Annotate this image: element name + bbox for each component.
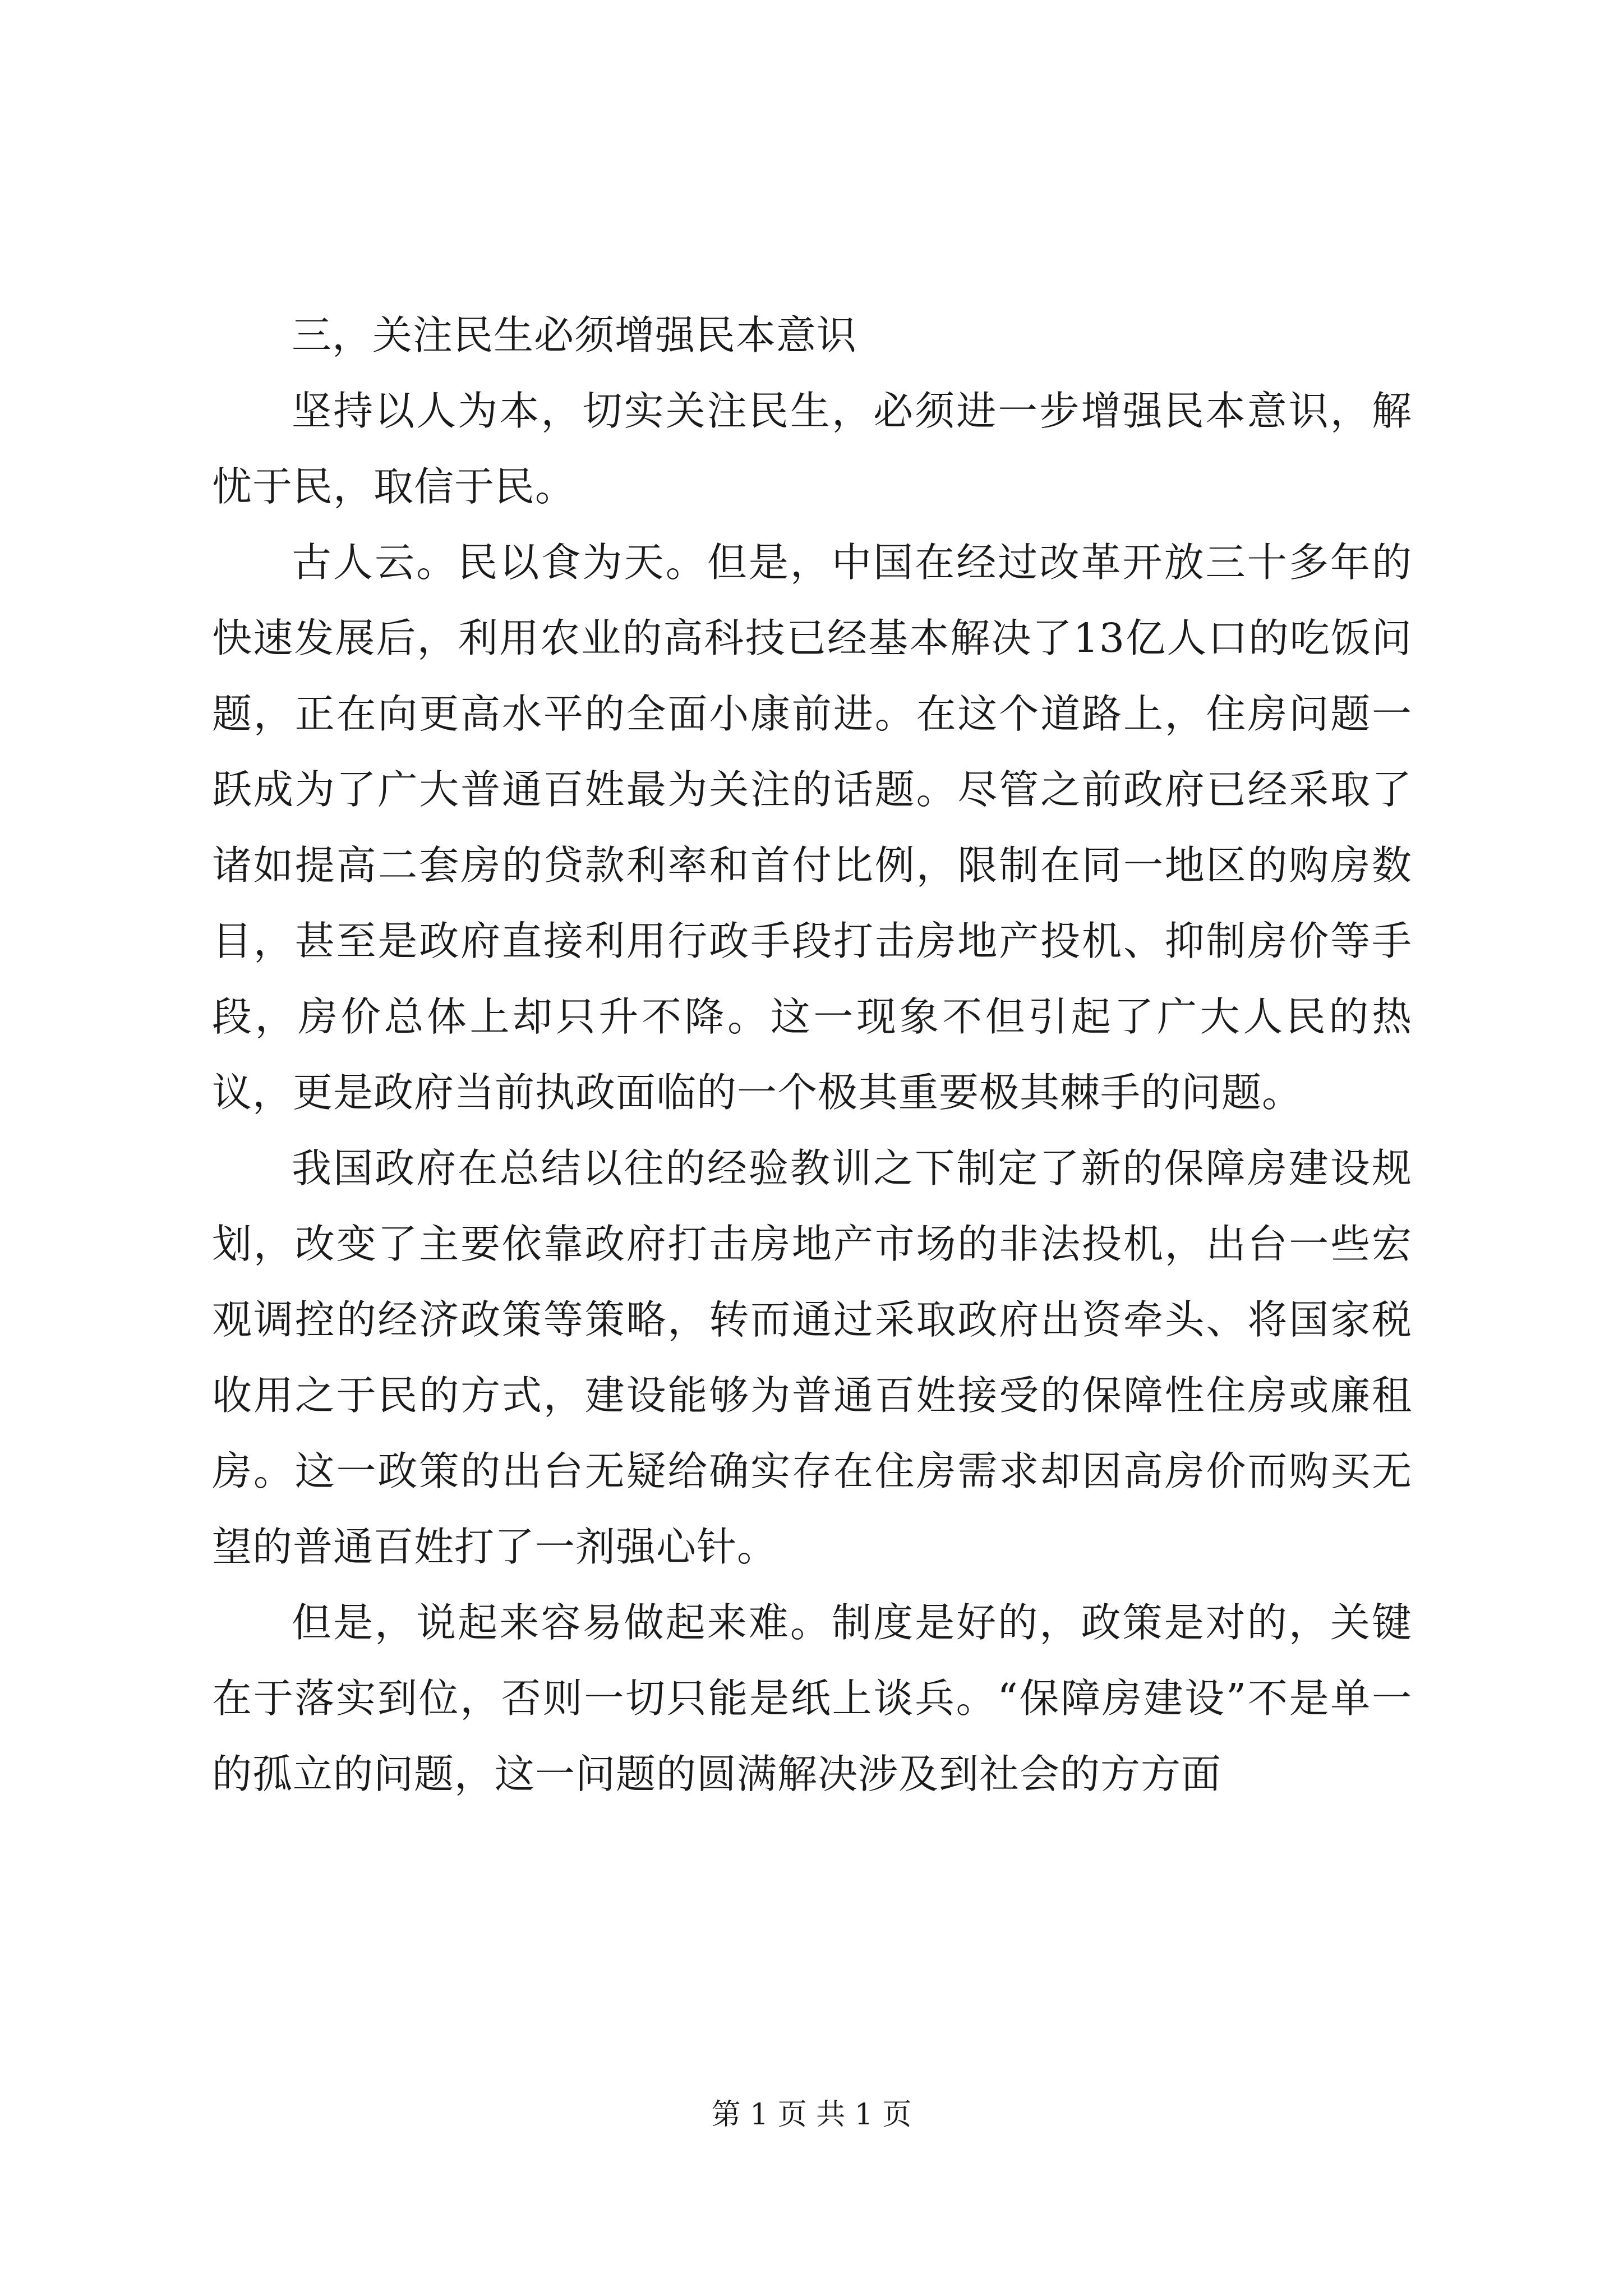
document-body xyxy=(212,297,1412,1812)
paragraph-1: 坚持以人为本，切实关注民生，必须进一步增强民本意识，解忧于民，取信于民。 xyxy=(212,388,1412,510)
paragraph-3: 我国政府在总结以往的经验教训之下制定了新的保障房建设规划，改变了主要依靠政府打击房地产市场的非法投机，出台一些宏观调控的经济政策等策略，转而通过采取政府出资牵头、将国家税收用之于民的方式，建设能够为普通百姓接受的保障性住房或廉租房。这一政策的出台无疑给确实存在住房需求却因高房价而购买无望的普通百姓打了一剂强心针。 xyxy=(212,1145,1412,1570)
paragraph-4: 但是，说起来容易做起来难。制度是好的，政策是对的，关键在于落实到位，否则一切只能是纸上谈兵。“保障房建设”不是单一的孤立的问题，这一问题的圆满解决涉及到社会的方方面 xyxy=(212,1599,1412,1797)
section-heading: 三，关注民生必须增强民本意识 xyxy=(292,312,857,358)
paragraph-2: 古人云。民以食为天。但是，中国在经过改革开放三十多年的快速发展后，利用农业的高科技已经基本解决了13亿人口的吃饭问题，正在向更高水平的全面小康前进。在这个道路上，住房问题一跃成为了广大普通百姓最为关注的话题。尽管之前政府已经采取了诸如提高二套房的贷款利率和首付比例，限制在同一地区的购房数目，甚至是政府直接利用行政手段打击房地产投机、抑制房价等手段，房价总体上却只升不降。这一现象不但引起了广大人民的热议，更是政府当前执政面临的一个极其重要极其棘手的问题。 xyxy=(212,539,1412,1116)
page-footer: 第 1 页 共 1 页 xyxy=(711,2098,912,2132)
